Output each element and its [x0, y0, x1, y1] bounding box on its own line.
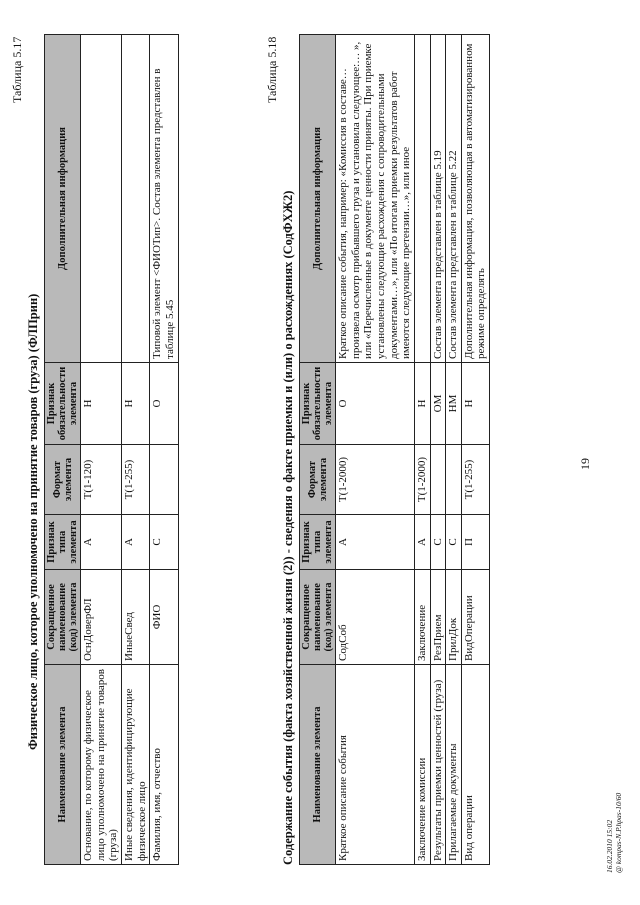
header-cell: Признак обязательности элемента	[45, 363, 81, 445]
table-5-18	[299, 34, 490, 865]
header-cell: Сокращенное наименование (код) элемента	[300, 570, 336, 665]
table-row	[446, 35, 462, 865]
cell-format: Т(1-255)	[121, 445, 149, 515]
table-row	[430, 35, 446, 865]
cell-code: СодСоб	[336, 570, 415, 665]
print-footer	[605, 793, 623, 873]
header-cell: Дополнительная информация	[45, 35, 81, 363]
table-row	[461, 35, 489, 865]
cell-name: Краткое описание события	[336, 665, 415, 865]
cell-info: Состав элемента представлен в таблице 5.19	[430, 35, 446, 363]
cell-required: Н	[81, 363, 122, 445]
cell-required: НМ	[446, 363, 462, 445]
cell-name: Прилагаемые документы	[446, 665, 462, 865]
cell-info: Состав элемента представлен в таблице 5.22	[446, 35, 462, 363]
cell-type: А	[336, 515, 415, 570]
cell-name: Результаты приемки ценностей (груза)	[430, 665, 446, 865]
footer-date: 16.02.2010 15:02	[605, 819, 614, 873]
cell-type: С	[446, 515, 462, 570]
cell-code: РезПрием	[430, 570, 446, 665]
cell-type: П	[461, 515, 489, 570]
header-cell: Дополнительная информация	[300, 35, 336, 363]
cell-info: Краткое описание события, например: «Комиссия в составе… произвела осмотр прибывшего груза и установила следующее:… », или «Перечисленные в документе ценности приняты. При приемке установлены следующие расхождения с сопроводительными документами…», или «По итогам приемки результатов работ имеются следующие претензии…», или иное	[336, 35, 415, 363]
header-cell: Сокращенное наименование (код) элемента	[45, 570, 81, 665]
header-cell: Признак обязательности элемента	[300, 363, 336, 445]
cell-name: Заключение комиссии	[414, 665, 430, 865]
table-header-row	[300, 35, 336, 865]
header-cell: Признак типа элемента	[45, 515, 81, 570]
cell-type: С	[150, 515, 178, 570]
cell-format	[446, 445, 462, 515]
table-row	[81, 35, 122, 865]
cell-code: ОснДоверФЛ	[81, 570, 122, 665]
cell-type: А	[414, 515, 430, 570]
cell-code: ВидОперации	[461, 570, 489, 665]
cell-format: Т(1-120)	[81, 445, 122, 515]
header-cell: Формат элемента	[300, 445, 336, 515]
cell-format: Т(1-2000)	[336, 445, 415, 515]
table-5-18-label: Таблица 5.18	[265, 36, 279, 103]
cell-info	[81, 35, 122, 363]
table-5-17-label: Таблица 5.17	[10, 36, 24, 103]
cell-required: Н	[414, 363, 430, 445]
cell-required: Н	[121, 363, 149, 445]
cell-name: Основание, по которому физическое лицо уполномочено на принятие товаров (груза)	[81, 665, 122, 865]
table-row	[336, 35, 415, 865]
cell-format	[150, 445, 178, 515]
cell-name: Фамилия, имя, отчество	[150, 665, 178, 865]
cell-info	[414, 35, 430, 363]
cell-name: Иные сведения, идентифицирующие физическое лицо	[121, 665, 149, 865]
cell-type: А	[121, 515, 149, 570]
table-header-row	[45, 35, 81, 865]
cell-name: Вид операции	[461, 665, 489, 865]
cell-format: Т(1-2000)	[414, 445, 430, 515]
cell-format: Т(1-255)	[461, 445, 489, 515]
cell-code: Заключение	[414, 570, 430, 665]
cell-info: Типовой элемент <ФИОТип>. Состав элемента представлен в таблице 5.45	[150, 35, 178, 363]
cell-info: Дополнительная информация, позволяющая в автоматизированном режиме определять	[461, 35, 489, 363]
table-row	[150, 35, 178, 865]
header-cell: Признак типа элемента	[300, 515, 336, 570]
table-5-17	[44, 34, 179, 865]
table-row	[414, 35, 430, 865]
cell-required: О	[150, 363, 178, 445]
table-row	[121, 35, 149, 865]
cell-required: Н	[461, 363, 489, 445]
page-number: 19	[578, 458, 592, 470]
cell-code: ПрилДок	[446, 570, 462, 665]
cell-type: А	[81, 515, 122, 570]
table-5-18-caption: Содержание события (факта хозяйственной жизни (2)) - сведения о факте приемки и (или) о расхождениях (СодФХЖ2)	[281, 190, 295, 865]
header-cell: Наименование элемента	[45, 665, 81, 865]
cell-format	[430, 445, 446, 515]
header-cell: Формат элемента	[45, 445, 81, 515]
cell-code: ИныеСвед	[121, 570, 149, 665]
cell-type: С	[430, 515, 446, 570]
cell-required: ОМ	[430, 363, 446, 445]
cell-required: О	[336, 363, 415, 445]
footer-source: @ kompas-N.P.hpas-10/60	[614, 792, 623, 873]
cell-code: ФИО	[150, 570, 178, 665]
header-cell: Наименование элемента	[300, 665, 336, 865]
cell-info	[121, 35, 149, 363]
table-5-17-caption: Физическое лицо, которое уполномочено на принятие товаров (груза) (ФЛПрин)	[26, 293, 40, 750]
